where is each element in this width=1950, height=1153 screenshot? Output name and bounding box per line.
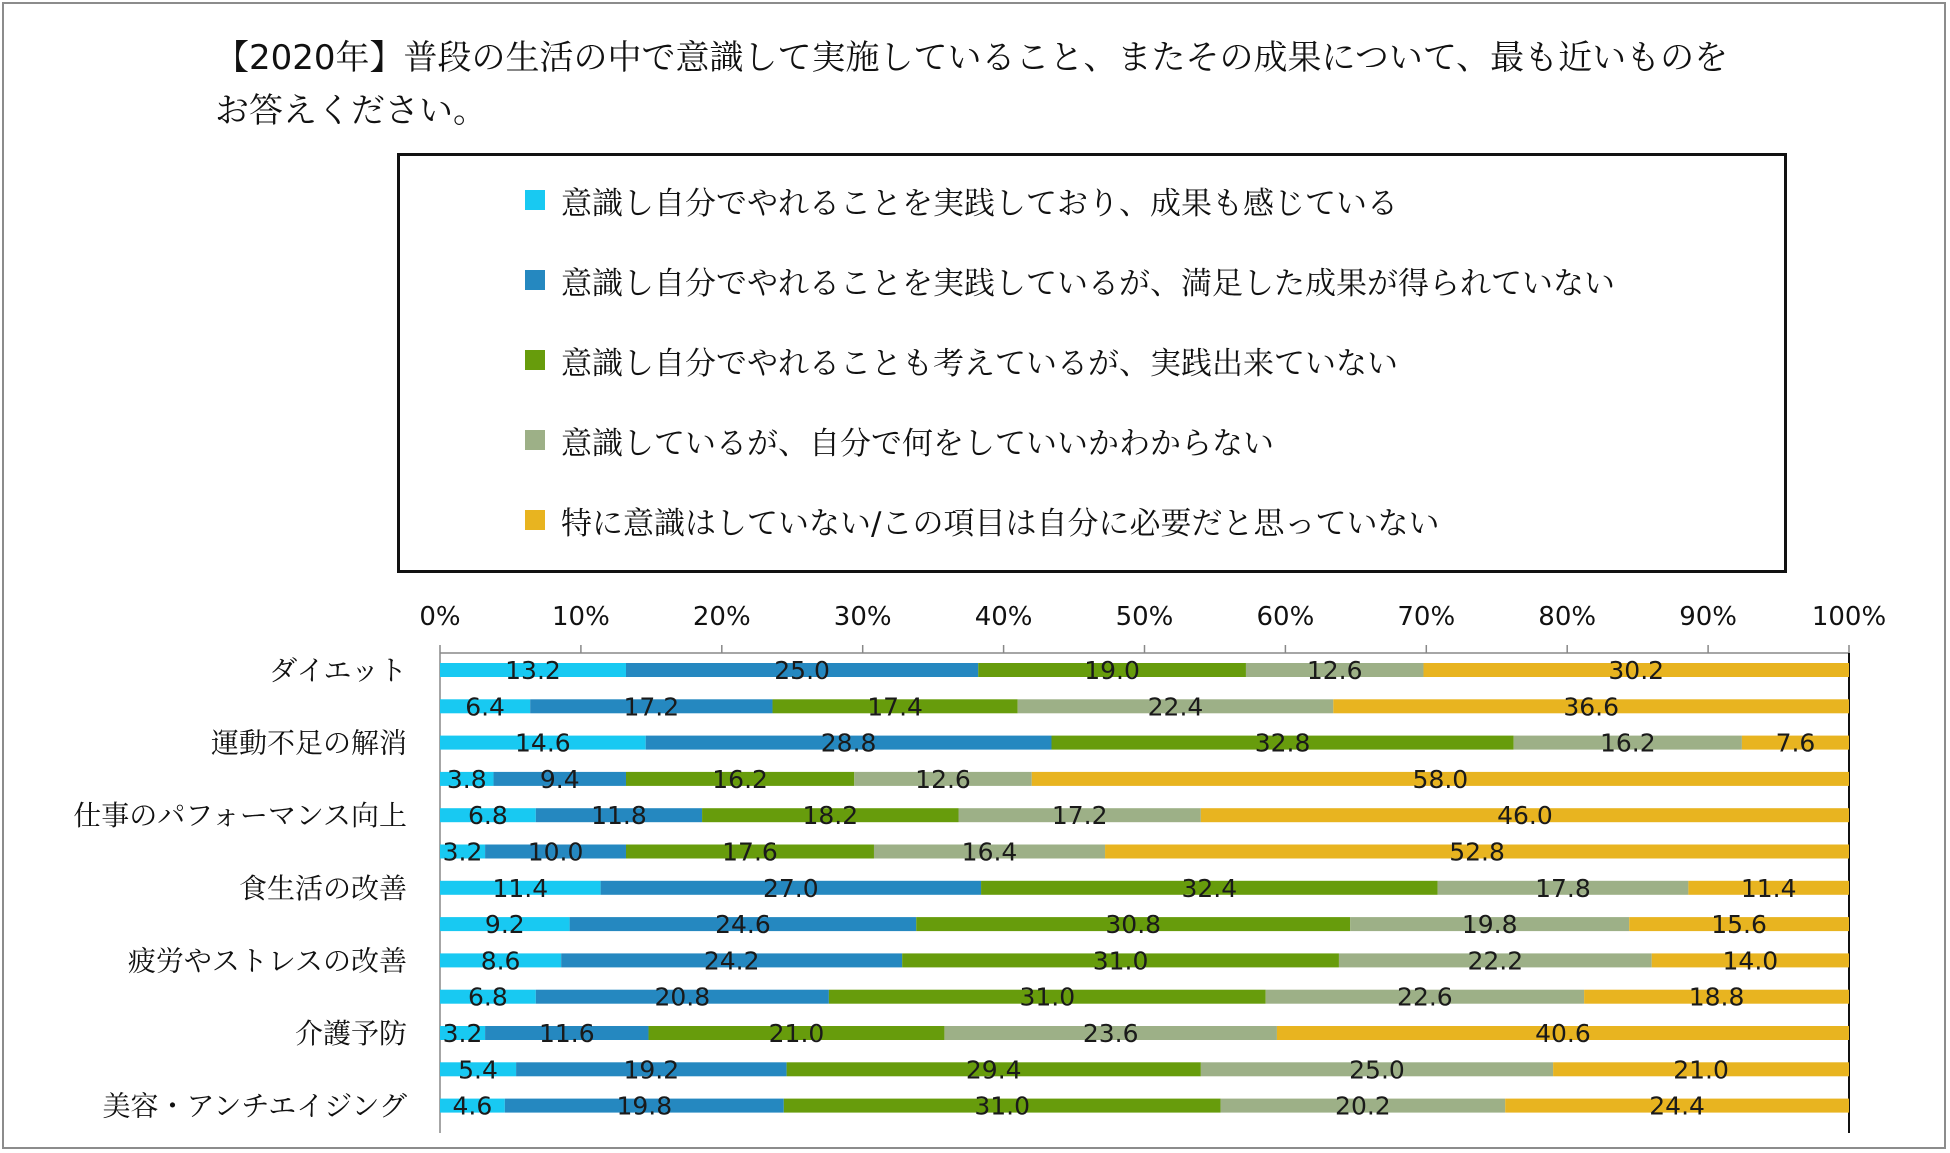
data-label: 17.2 xyxy=(1051,801,1108,831)
data-label: 14.6 xyxy=(515,728,571,758)
data-label: 19.0 xyxy=(1084,656,1140,685)
legend-label-5: 特に意識はしていない/この項目は自分に必要だと思っていない xyxy=(561,505,1440,542)
data-label: 19.8 xyxy=(1461,910,1518,940)
data-label: 18.2 xyxy=(802,801,859,831)
x-tick-label: 70% xyxy=(1397,602,1456,632)
data-label: 20.2 xyxy=(1335,1091,1391,1121)
category-label: 疲労やストレスの改善 xyxy=(127,944,407,978)
data-label: 9.2 xyxy=(484,910,525,940)
x-tick-label: 20% xyxy=(692,602,751,632)
data-label: 21.0 xyxy=(768,1019,825,1048)
data-label: 9.4 xyxy=(539,764,580,794)
data-label: 28.8 xyxy=(820,728,877,758)
data-label: 11.4 xyxy=(492,873,549,903)
data-label: 22.4 xyxy=(1147,692,1204,722)
data-label: 8.6 xyxy=(480,946,521,976)
x-tick-label: 30% xyxy=(833,602,892,632)
data-label: 23.6 xyxy=(1082,1019,1139,1048)
data-label: 19.8 xyxy=(616,1091,673,1121)
data-label: 6.8 xyxy=(468,801,508,831)
data-label: 20.8 xyxy=(654,982,711,1012)
x-tick-label: 10% xyxy=(552,602,610,632)
data-label: 19.2 xyxy=(623,1055,680,1085)
data-label: 58.0 xyxy=(1412,764,1469,794)
data-label: 6.8 xyxy=(468,982,508,1012)
data-label: 12.6 xyxy=(1306,656,1363,685)
data-label: 18.8 xyxy=(1688,982,1745,1012)
data-label: 17.6 xyxy=(722,837,778,867)
data-label: 52.8 xyxy=(1449,837,1505,867)
data-label: 3.8 xyxy=(446,764,487,794)
data-label: 40.6 xyxy=(1535,1019,1591,1048)
data-label: 13.2 xyxy=(505,656,561,685)
legend-label-1: 意識し自分でやれることを実践しており、成果も感じている xyxy=(561,185,1398,222)
x-tick-label: 50% xyxy=(1115,602,1174,632)
data-label: 22.2 xyxy=(1467,946,1524,976)
category-label: 運動不足の解消 xyxy=(210,726,407,760)
data-label: 32.8 xyxy=(1254,728,1311,758)
data-label: 30.8 xyxy=(1105,910,1162,940)
data-label: 15.6 xyxy=(1711,910,1767,940)
category-label: 食生活の改善 xyxy=(238,871,407,905)
data-label: 25.0 xyxy=(1349,1055,1405,1085)
data-label: 27.0 xyxy=(763,873,819,903)
x-tick-label: 40% xyxy=(974,602,1033,632)
data-label: 11.4 xyxy=(1740,873,1797,903)
data-label: 22.6 xyxy=(1397,982,1453,1012)
legend-label-3: 意識し自分でやれることも考えているが、実践出来ていない xyxy=(561,345,1398,382)
data-label: 17.2 xyxy=(623,692,680,722)
data-label: 12.6 xyxy=(915,764,971,794)
data-label: 11.6 xyxy=(538,1019,595,1048)
x-tick-label: 80% xyxy=(1538,602,1597,632)
data-label: 3.2 xyxy=(442,1019,483,1048)
data-label: 3.2 xyxy=(442,837,483,867)
category-label: 美容・アンチエイジング xyxy=(102,1089,407,1123)
category-label: 介護予防 xyxy=(294,1017,407,1050)
data-label: 10.0 xyxy=(527,837,584,867)
data-label: 6.4 xyxy=(465,692,505,722)
x-tick-label: 90% xyxy=(1679,602,1737,632)
data-label: 16.2 xyxy=(712,764,768,794)
data-label: 5.4 xyxy=(458,1055,498,1085)
data-label: 25.0 xyxy=(774,656,830,685)
data-label: 11.8 xyxy=(591,801,647,831)
data-label: 24.6 xyxy=(715,910,771,940)
data-label: 29.4 xyxy=(965,1055,1022,1085)
data-label: 30.2 xyxy=(1608,656,1665,685)
data-label: 21.0 xyxy=(1673,1055,1729,1085)
data-label: 31.0 xyxy=(1092,946,1149,976)
data-label: 46.0 xyxy=(1497,801,1553,831)
data-label: 24.2 xyxy=(703,946,760,976)
x-tick-label: 60% xyxy=(1256,602,1315,632)
category-label: ダイエット xyxy=(269,654,407,687)
data-label: 16.2 xyxy=(1599,728,1656,758)
legend-label-4: 意識しているが、自分で何をしていいかわからない xyxy=(561,425,1274,462)
x-tick-label: 100% xyxy=(1811,602,1887,632)
data-label: 31.0 xyxy=(974,1091,1031,1121)
data-label: 24.4 xyxy=(1649,1091,1705,1121)
chart-title: 【2020年】普段の生活の中で意識して実施していること、またその成果について、最も近いものをお答えください。 xyxy=(215,38,1729,131)
data-label: 16.4 xyxy=(961,837,1018,867)
data-label: 17.8 xyxy=(1535,873,1591,903)
legend-label-2: 意識し自分でやれることを実践しているが、満足した成果が得られていない xyxy=(561,265,1615,302)
data-label: 17.4 xyxy=(867,692,923,722)
data-label: 4.6 xyxy=(452,1091,493,1121)
data-label: 31.0 xyxy=(1019,982,1076,1012)
category-label: 仕事のパフォーマンス向上 xyxy=(73,799,407,833)
data-label: 36.6 xyxy=(1563,692,1619,722)
data-label: 14.0 xyxy=(1722,946,1779,976)
data-label: 32.4 xyxy=(1181,873,1238,903)
x-tick-label: 0% xyxy=(419,602,461,632)
data-label: 7.6 xyxy=(1775,728,1816,758)
